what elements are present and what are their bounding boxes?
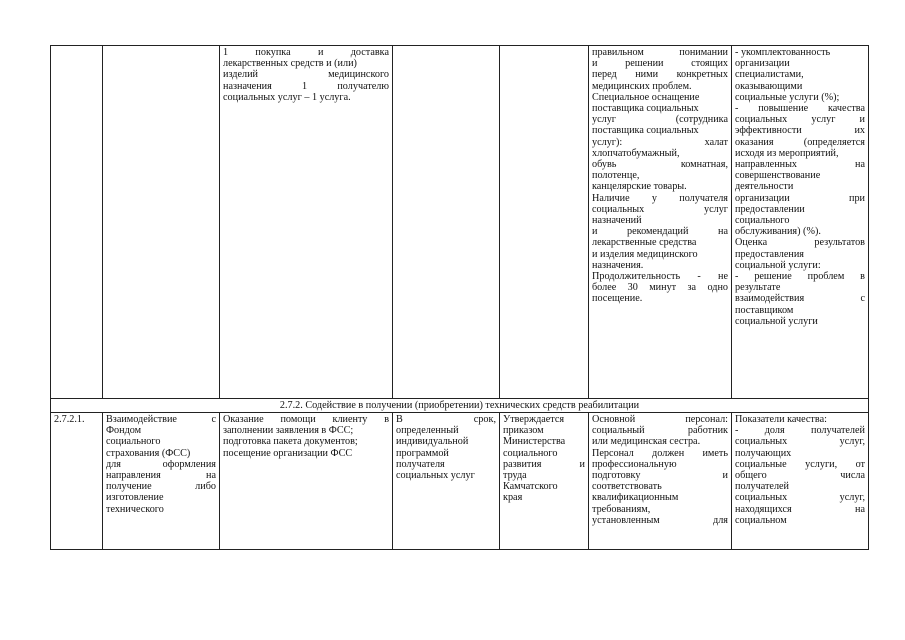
text-line: и рекомендаций на xyxy=(592,226,728,238)
text-line: - доля получателей xyxy=(735,425,865,437)
text-line: поставщиком xyxy=(735,304,794,316)
cell-deadline xyxy=(393,413,500,550)
text-line: обслуживания) (%). xyxy=(735,226,821,238)
text-line: определенный xyxy=(396,425,459,437)
text-line: социальных услуг xyxy=(592,203,728,215)
text-line: квалификационным xyxy=(592,492,679,504)
cell-conditions xyxy=(589,413,732,550)
cell-number xyxy=(51,46,103,399)
section-title: 2.7.2. Содействие в получении (приобретении) технических средств реабилитации xyxy=(51,399,869,413)
text-line: услуг (сотрудника xyxy=(592,114,728,126)
text-line: направления на xyxy=(106,470,216,482)
text-line: Министерства xyxy=(503,436,566,448)
text-line: общего числа xyxy=(735,470,865,482)
text-line: приказом xyxy=(503,425,544,437)
text-line: или медицинская сестра. xyxy=(592,436,701,448)
text-line: требованиям, xyxy=(592,503,651,515)
text-line: социальные услуги (%); xyxy=(735,91,840,103)
text-line: социального xyxy=(735,215,790,227)
cell-service-description xyxy=(220,46,393,399)
text-line: профессиональную xyxy=(592,458,677,470)
text-line: - повышение качества xyxy=(735,103,865,115)
text-line: более 30 минут за одно xyxy=(592,282,728,294)
table-row-service xyxy=(51,413,869,550)
text-line: технического xyxy=(106,503,164,515)
cell-conditions xyxy=(589,46,732,399)
text-line: изделий медицинского xyxy=(223,69,389,81)
text-line: В срок, xyxy=(396,414,496,425)
cell-tariff xyxy=(500,413,589,550)
text-line: деятельности xyxy=(735,181,794,193)
text-line: перед ними конкретных xyxy=(592,69,728,81)
text-line: Оценка результатов xyxy=(735,237,865,249)
text-line: установленным для xyxy=(592,514,728,526)
text-line: назначений xyxy=(592,215,642,227)
text-line: направленных на xyxy=(735,159,865,171)
cell-deadline xyxy=(393,46,500,399)
text-line: индивидуальной xyxy=(396,436,469,448)
text-line: страхования (ФСС) xyxy=(106,447,191,459)
section-header-row xyxy=(51,399,869,413)
text-line: специалистами, xyxy=(735,69,804,81)
text-line: социальных услуг – 1 услуга. xyxy=(223,91,351,103)
services-table xyxy=(50,45,869,550)
text-line: социального xyxy=(503,447,558,459)
text-line: Основной персонал: xyxy=(592,414,728,425)
text-line: получателя xyxy=(396,458,445,470)
text-line: Персонал должен иметь xyxy=(592,447,728,459)
text-line: социальных услуг xyxy=(396,470,475,482)
text-line: посещение. xyxy=(592,293,643,305)
text-line: получение либо xyxy=(106,481,216,493)
text-line: программой xyxy=(396,447,449,459)
text-line: 1 покупка и доставка xyxy=(223,47,389,58)
text-line: и изделия медицинского xyxy=(592,248,698,260)
text-line: предоставления xyxy=(735,248,804,260)
text-line: организации xyxy=(735,58,790,70)
text-line: медицинских проблем. xyxy=(592,80,692,92)
text-line: лекарственные средства xyxy=(592,237,697,249)
text-line: для оформления xyxy=(106,458,216,470)
text-line: Оказание помощи клиенту в xyxy=(223,414,389,425)
text-line: получающих xyxy=(735,447,792,459)
text-line: назначения 1 получателю xyxy=(223,80,389,92)
text-line: назначения. xyxy=(592,259,644,271)
cell-number: 2.7.2.1. xyxy=(51,413,103,550)
text-line: - укомплектованность xyxy=(735,47,831,58)
text-line: организации при xyxy=(735,192,865,204)
text-line: социальных услуг, xyxy=(735,436,865,448)
text-line: хлопчатобумажный, xyxy=(592,147,680,159)
text-line: социальных услуг и xyxy=(735,114,865,126)
text-line: Специальное оснащение xyxy=(592,91,700,103)
text-line: канцелярские товары. xyxy=(592,181,687,193)
cell-quality-indicators xyxy=(732,46,869,399)
text-line: совершенствование xyxy=(735,170,821,182)
text-line: социального xyxy=(106,436,161,448)
text-line: поставщика социальных xyxy=(592,103,699,115)
text-line: и решении стоящих xyxy=(592,58,728,70)
text-line: края xyxy=(503,492,523,504)
text-line: социальные услуги, от xyxy=(735,458,865,470)
text-line: соответствовать xyxy=(592,481,662,493)
text-line: поставщика социальных xyxy=(592,125,699,137)
text-line: обувь комнатная, xyxy=(592,159,728,171)
text-line: находящихся на xyxy=(735,503,865,515)
text-line: Камчатского xyxy=(503,481,558,493)
text-line: социальной услуги xyxy=(735,315,818,327)
text-line: труда xyxy=(503,470,527,482)
text-line: лекарственных средств и (или) xyxy=(223,58,357,70)
text-line: Взаимодействие с xyxy=(106,414,216,425)
text-line: Утверждается xyxy=(503,414,565,425)
text-line: услуг): халат xyxy=(592,136,728,148)
text-line: полотенце, xyxy=(592,170,640,182)
text-line: заполнении заявления в ФСС; xyxy=(223,425,354,437)
text-line: изготовление xyxy=(106,492,164,504)
text-line: подготовка пакета документов; xyxy=(223,436,358,448)
text-line: социальный работник xyxy=(592,425,728,437)
text-line: социальной услуги: xyxy=(735,259,821,271)
text-line: оказывающими xyxy=(735,80,803,92)
table-row-continuation xyxy=(51,46,869,399)
text-line: Наличие у получателя xyxy=(592,192,728,204)
text-line: Продолжительность - не xyxy=(592,271,728,283)
text-line: социальных услуг, xyxy=(735,492,865,504)
text-line: развития и xyxy=(503,458,585,470)
text-line: результате xyxy=(735,282,781,294)
cell-tariff xyxy=(500,46,589,399)
text-line: посещение организации ФСС xyxy=(223,447,353,459)
text-line: - решение проблем в xyxy=(735,271,865,283)
cell-service-description xyxy=(220,413,393,550)
cell-service-name xyxy=(103,46,220,399)
cell-quality-indicators xyxy=(732,413,869,550)
text-line: эффективности их xyxy=(735,125,865,137)
text-line: социальном xyxy=(735,514,787,526)
text-line: правильном понимании xyxy=(592,47,728,58)
text-line: оказания (определяется xyxy=(735,136,865,148)
cell-service-name xyxy=(103,413,220,550)
text-line: получателей xyxy=(735,481,790,493)
text-line: Показатели качества: xyxy=(735,414,827,425)
text-line: исходя из мероприятий, xyxy=(735,147,839,159)
text-line: взаимодействия с xyxy=(735,293,865,305)
text-line: подготовку и xyxy=(592,470,728,482)
text-line: Фондом xyxy=(106,425,142,437)
text-line: предоставлении xyxy=(735,203,805,215)
